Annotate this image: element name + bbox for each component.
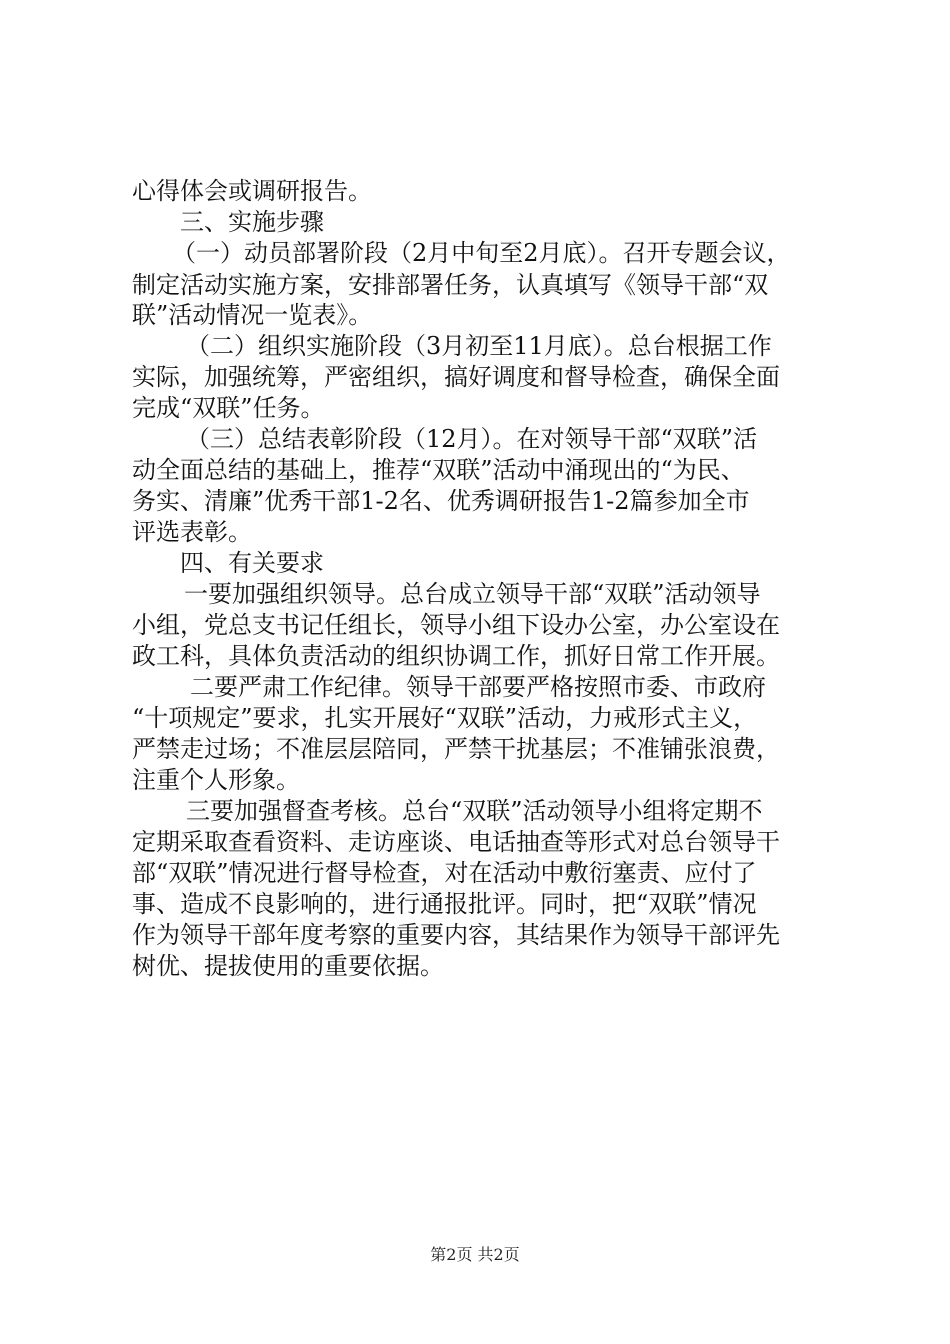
body-line: 作为领导干部年度考察的重要内容，其结果作为领导干部评先 — [132, 921, 780, 949]
body-line: 动全面总结的基础上，推荐“双联”活动中涌现出的“为民、 — [132, 456, 745, 484]
body-line: 评选表彰。 — [132, 518, 252, 546]
body-line: 二要严肃工作纪律。领导干部要严格按照市委、市政府 — [190, 673, 766, 701]
body-line: （一）动员部署阶段（2月中旬至2月底）。召开专题会议， — [172, 239, 791, 267]
body-line: 心得体会或调研报告。 — [132, 177, 372, 205]
body-line: 部“双联”情况进行督导检查，对在活动中敷衍塞责、应付了 — [132, 859, 757, 887]
body-line: 严禁走过场；不准层层陪同，严禁干扰基层；不准铺张浪费， — [132, 735, 780, 763]
body-line: 一要加强组织领导。总台成立领导干部“双联”活动领导 — [184, 580, 761, 608]
body-line: 三要加强督查考核。总台“双联”活动领导小组将定期不 — [186, 797, 763, 825]
body-line: 小组，党总支书记任组长，领导小组下设办公室，办公室设在 — [132, 611, 780, 639]
body-line: 制定活动实施方案，安排部署任务，认真填写《领导干部“双 — [132, 271, 769, 299]
body-line: 联”活动情况一览表》。 — [132, 301, 373, 329]
body-line: （二）组织实施阶段（3月初至11月底）。总台根据工作 — [186, 332, 772, 360]
body-line: 政工科，具体负责活动的组织协调工作，抓好日常工作开展。 — [132, 642, 780, 670]
body-line: 务实、清廉”优秀干部1-2名、优秀调研报告1-2篇参加全市 — [132, 487, 750, 515]
body-line: 事、造成不良影响的，进行通报批评。同时，把“双联”情况 — [132, 890, 757, 918]
body-line: 注重个人形象。 — [132, 766, 300, 794]
body-line: 实际，加强统筹，严密组织，搞好调度和督导检查，确保全面 — [132, 363, 780, 391]
body-line: 定期采取查看资料、走访座谈、电话抽查等形式对总台领导干 — [132, 828, 780, 856]
section-heading: 四、有关要求 — [180, 549, 324, 577]
body-line: 树优、提拔使用的重要依据。 — [132, 952, 444, 980]
body-line: “十项规定”要求，扎实开展好“双联”活动，力戒形式主义， — [132, 704, 758, 732]
body-line: 完成“双联”任务。 — [132, 394, 325, 422]
section-heading: 三、实施步骤 — [180, 208, 324, 236]
body-line: （三）总结表彰阶段（12月）。在对领导干部“双联”活 — [186, 425, 758, 453]
page-number: 第2页 共2页 — [430, 1245, 520, 1264]
